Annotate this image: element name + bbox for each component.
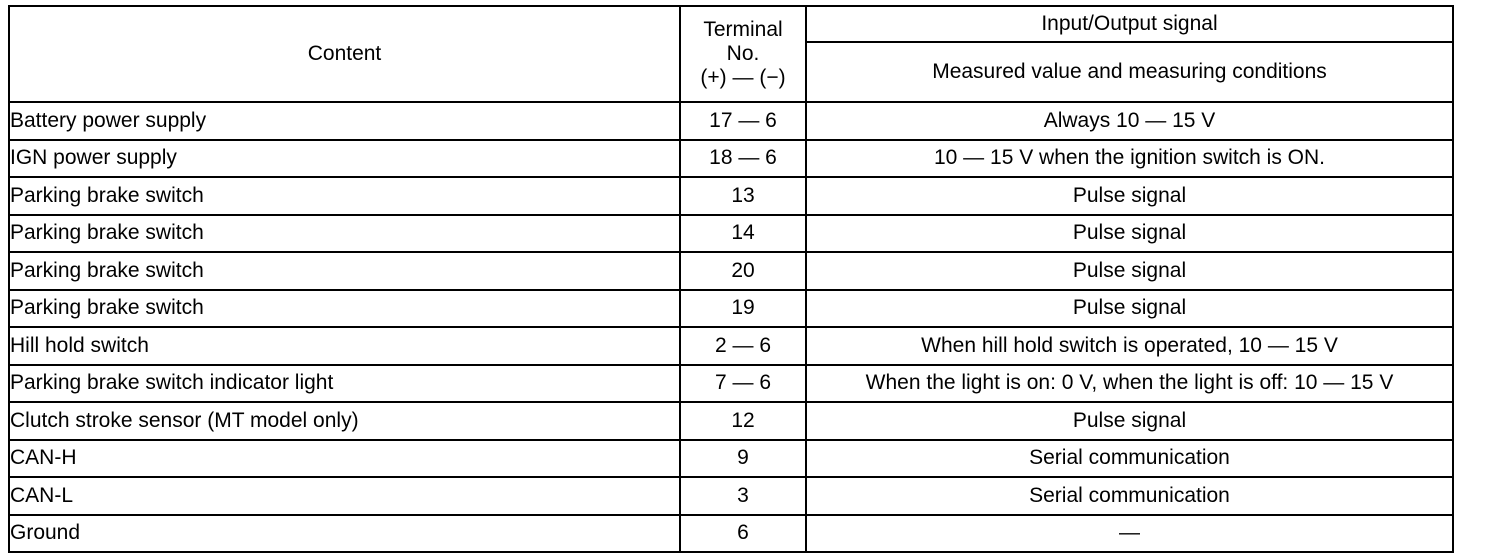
signal-cell: When the light is on: 0 V, when the light is off: 10 — 15 V	[806, 365, 1453, 403]
content-cell: Clutch stroke sensor (MT model only)	[9, 402, 680, 440]
header-terminal-line3: (+) — (−)	[700, 66, 786, 89]
content-cell: Parking brake switch	[9, 290, 680, 328]
content-cell: Ground	[9, 515, 680, 553]
content-cell: IGN power supply	[9, 140, 680, 178]
terminal-cell: 12	[680, 402, 806, 440]
table-row	[9, 215, 1453, 253]
table-body	[9, 102, 1453, 552]
table-row	[9, 477, 1453, 515]
terminal-cell: 13	[680, 177, 806, 215]
table-row	[9, 102, 1453, 140]
signal-cell: Pulse signal	[806, 252, 1453, 290]
terminal-cell: 9	[680, 440, 806, 478]
signal-cell: When hill hold switch is operated, 10 — 15 V	[806, 327, 1453, 365]
signal-cell: Serial communication	[806, 440, 1453, 478]
content-cell: CAN-H	[9, 440, 680, 478]
table-row	[9, 290, 1453, 328]
content-cell: Parking brake switch	[9, 215, 680, 253]
signal-cell: Serial communication	[806, 477, 1453, 515]
table-row	[9, 327, 1453, 365]
terminal-cell: 14	[680, 215, 806, 253]
signal-cell: Pulse signal	[806, 215, 1453, 253]
header-content: Content	[9, 6, 680, 102]
terminal-cell: 17 — 6	[680, 102, 806, 140]
table-row	[9, 252, 1453, 290]
terminal-cell: 18 — 6	[680, 140, 806, 178]
terminal-cell: 19	[680, 290, 806, 328]
terminal-spec-table	[8, 5, 1454, 553]
terminal-cell: 20	[680, 252, 806, 290]
table-row	[9, 440, 1453, 478]
table-row	[9, 140, 1453, 178]
content-cell: Parking brake switch	[9, 252, 680, 290]
terminal-cell: 3	[680, 477, 806, 515]
signal-cell: Pulse signal	[806, 290, 1453, 328]
header-terminal-line1: Terminal	[703, 18, 783, 41]
signal-cell: Always 10 — 15 V	[806, 102, 1453, 140]
header-terminal-line2: No.	[726, 42, 760, 65]
signal-cell: Pulse signal	[806, 177, 1453, 215]
table-row	[9, 365, 1453, 403]
content-cell: Parking brake switch	[9, 177, 680, 215]
content-cell: Parking brake switch indicator light	[9, 365, 680, 403]
header-io-signal: Input/Output signal	[806, 6, 1453, 42]
content-cell: CAN-L	[9, 477, 680, 515]
signal-cell: —	[806, 515, 1453, 553]
header-measured-value: Measured value and measuring conditions	[806, 42, 1453, 102]
signal-cell: 10 — 15 V when the ignition switch is ON.	[806, 140, 1453, 178]
table-row	[9, 515, 1453, 553]
terminal-cell: 7 — 6	[680, 365, 806, 403]
table-row	[9, 402, 1453, 440]
content-cell: Battery power supply	[9, 102, 680, 140]
signal-cell: Pulse signal	[806, 402, 1453, 440]
terminal-cell: 2 — 6	[680, 327, 806, 365]
terminal-cell: 6	[680, 515, 806, 553]
header-terminal-no	[680, 6, 806, 102]
table-row	[9, 177, 1453, 215]
content-cell: Hill hold switch	[9, 327, 680, 365]
